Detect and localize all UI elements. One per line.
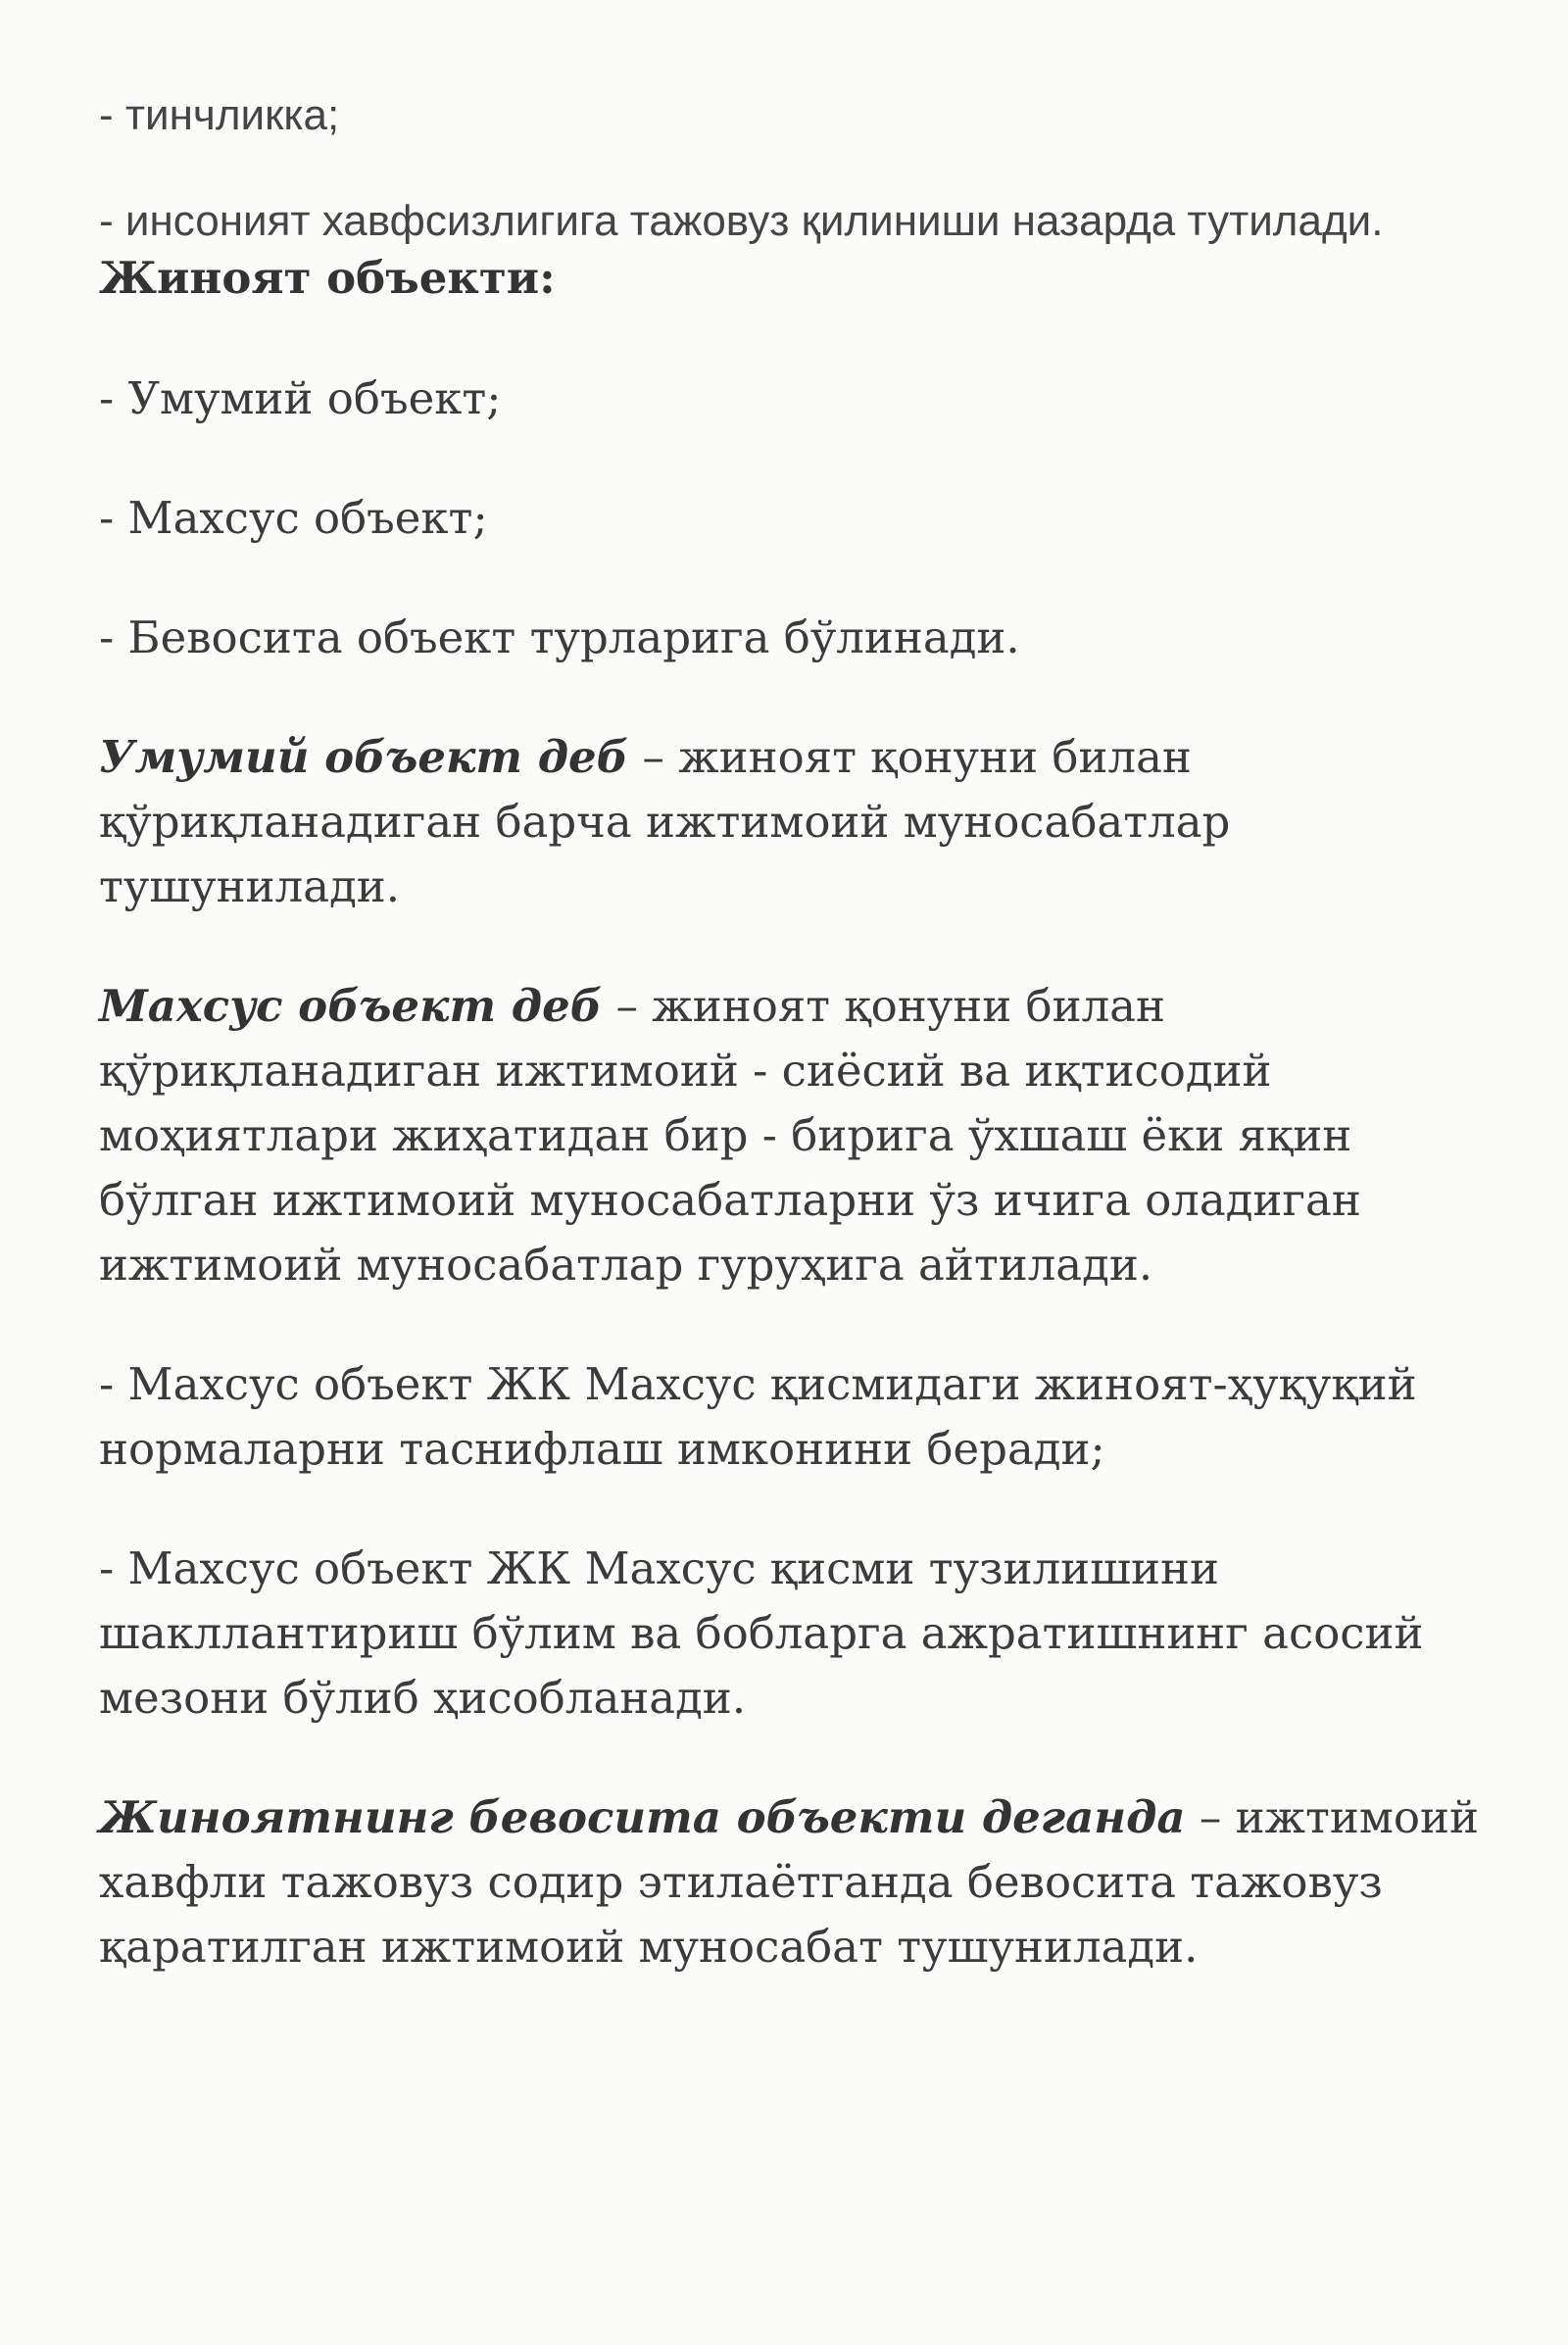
definition-general-object <box>99 725 1510 919</box>
list-item-peace: - тинчликка; <box>99 91 340 139</box>
definition-direct-text: – ижтимоий хавфли тажовуз содир этилаётганда бевосита тажовуз қаратилган ижтимоий муносабат тушунилади. <box>99 1791 1479 1973</box>
term-direct-object: Жиноятнинг бевосита объекти деганда <box>99 1791 1186 1843</box>
list-item-humanity: - инсоният хавфсизлигига тажовуз қилиниши назарда тутилади. <box>99 197 1384 245</box>
definition-special-object <box>99 974 1510 1297</box>
special-object-point-2: - Махсус объект ЖК Махсус қисми тузилишини шакллантириш бўлим ва бобларга ажратишнинг асосий мезони бўлиб ҳисобланади. <box>99 1542 1424 1724</box>
term-general-object: Умумий объект деб <box>99 731 629 783</box>
definition-direct-object <box>99 1785 1510 1979</box>
section-heading: Жиноят объекти: <box>99 252 556 304</box>
list-item-direct-object: - Бевосита объект турларига бўлинади. <box>99 611 1020 663</box>
term-special-object: Махсус объект деб <box>99 980 603 1032</box>
list-item-general-object: - Умумий объект; <box>99 372 502 424</box>
document-page <box>99 88 1510 2034</box>
list-item-special-object: - Махсус объект; <box>99 492 488 544</box>
special-object-point-1: - Махсус объект ЖК Махсус қисмидаги жиноят-ҳуқуқий нормаларни таснифлаш имконини беради; <box>99 1358 1417 1475</box>
definition-special-text: – жиноят қонуни билан қўриқланадиган ижтимоий - сиёсий ва иқтисодий моҳиятлари жиҳатидан бир - бирига ўхшаш ёки яқин бўлган ижтимоий муносабатларни ўз ичига оладиган ижтимоий муносабатлар гуруҳига айтилади. <box>99 980 1361 1291</box>
definition-general-text: – жиноят қонуни билан қўриқланадиган барча ижтимоий муносабатлар тушунилади. <box>99 731 1231 912</box>
